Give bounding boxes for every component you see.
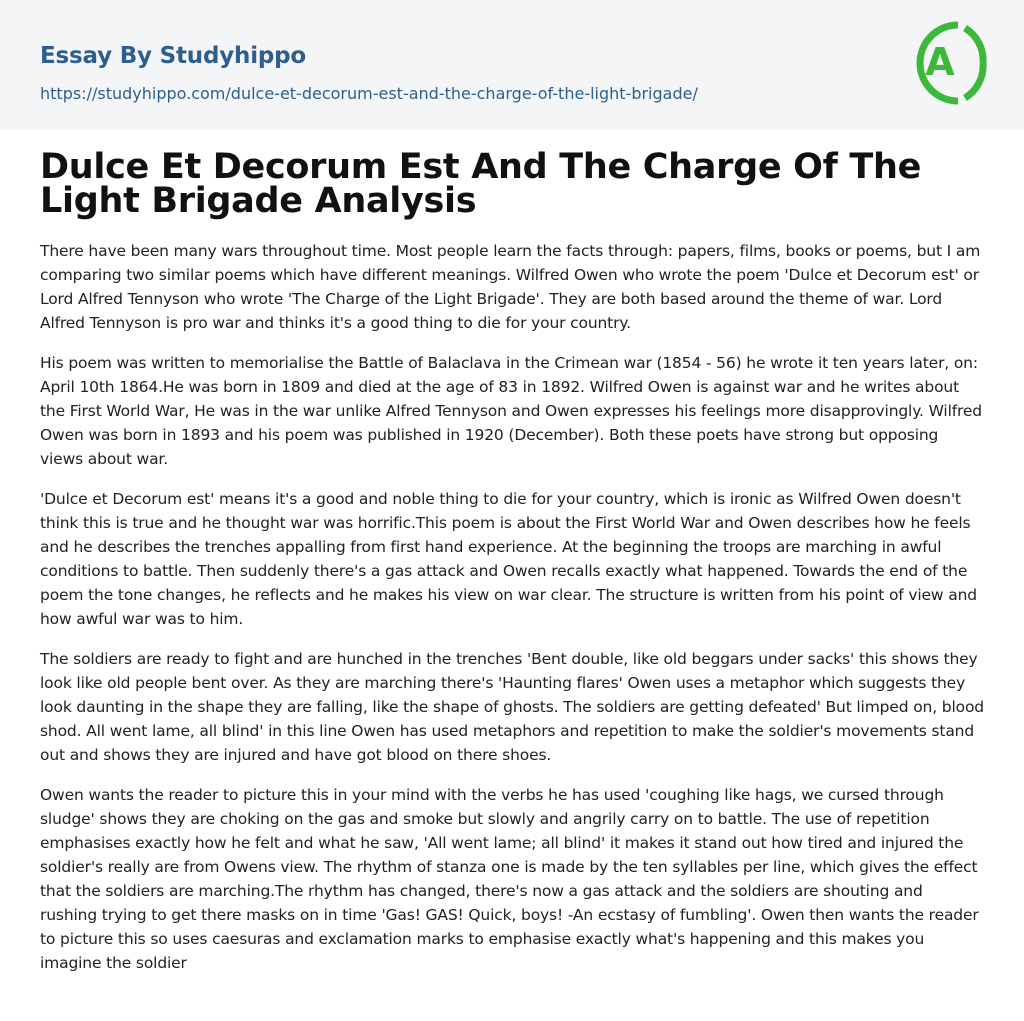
article-body [40, 228, 984, 991]
article-title: Dulce Et Decorum Est And The Charge Of The Light Brigade Analysis [40, 147, 922, 221]
article-paragraph-1: There have been many wars throughout time. Most people learn the facts through: papers, films, books or poems, but I am comparing two similar poems which have different meanings. Wilfred Owen who wrote the poem 'Dulce et Decorum est' or Lord Alfred Tennyson who wrote 'The Charge of the Light Brigade'. They are both based around the theme of war. Lord Alfred Tennyson is pro war and thinks it's a good thing to die for your country. [40, 242, 981, 332]
article-paragraph-4: The soldiers are ready to fight and are hunched in the trenches 'Bent double, like old beggars under sacks' this shows they look like old people bent over. As they are marching there's 'Haunting flares' Owen uses a metaphor which suggests they look daunting in the shape they are falling, like the shape of ghosts. The soldiers are getting defeated' But limped on, blood shod. All went lame, all blind' in this line Owen has used metaphors and repetition to make the soldier's movements stand out and shows they are injured and have got blood on there shoes. [40, 650, 984, 764]
logo-letter: A [925, 40, 955, 84]
source-url-link[interactable]: https://studyhippo.com/dulce-et-decorum-est-and-the-charge-of-the-light-brigade/ [40, 84, 698, 103]
article-paragraph-3: 'Dulce et Decorum est' means it's a good and noble thing to die for your country, which is ironic as Wilfred Owen doesn't think this is true and he thought war was horrific.This poem is about the First World War and Owen describes how he feels and he describes the trenches appalling from first hand experience. At the beginning the troops are marching in awful conditions to battle. Then suddenly there's a gas attack and Owen recalls exactly what happened. Towards the end of the poem the tone changes, he reflects and he makes his view on war clear. The structure is written from his point of view and how awful war was to him. [40, 490, 977, 628]
brand-title: Essay By Studyhippo [40, 43, 307, 69]
studyhippo-logo-icon[interactable] [913, 19, 987, 107]
article-title-container [40, 147, 984, 221]
page-header [0, 0, 1024, 129]
article-paragraph-2: His poem was written to memorialise the Battle of Balaclava in the Crimean war (1854 - 56) he wrote it ten years later, on: April 10th 1864.He was born in 1809 and died at the age of 83 in 1892. Wilfred Owen is against war and he writes about the First World War, He was in the war unlike Alfred Tennyson and Owen expresses his feelings more disapprovingly. Wilfred Owen was born in 1893 and his poem was published in 1920 (December). Both these poets have strong but opposing views about war. [40, 354, 982, 468]
article-paragraph-5: Owen wants the reader to picture this in your mind with the verbs he has used 'coughing like hags, we cursed through sludge' shows they are choking on the gas and smoke but slowly and angrily carry on to battle. The use of repetition emphasises exactly how he felt and what he saw, 'All went lame; all blind' it makes it stand out how tired and injured the soldier's really are from Owens view. The rhythm of stanza one is made by the ten syllables per line, which gives the effect that the soldiers are marching.The rhythm has changed, there's now a gas attack and the soldiers are shouting and rushing trying to get there masks on in time 'Gas! GAS! Quick, boys! -An ecstasy of fumbling'. Owen then wants the reader to picture this so uses caesuras and exclamation marks to emphasise exactly what's happening and this makes you imagine the soldier [40, 786, 979, 972]
